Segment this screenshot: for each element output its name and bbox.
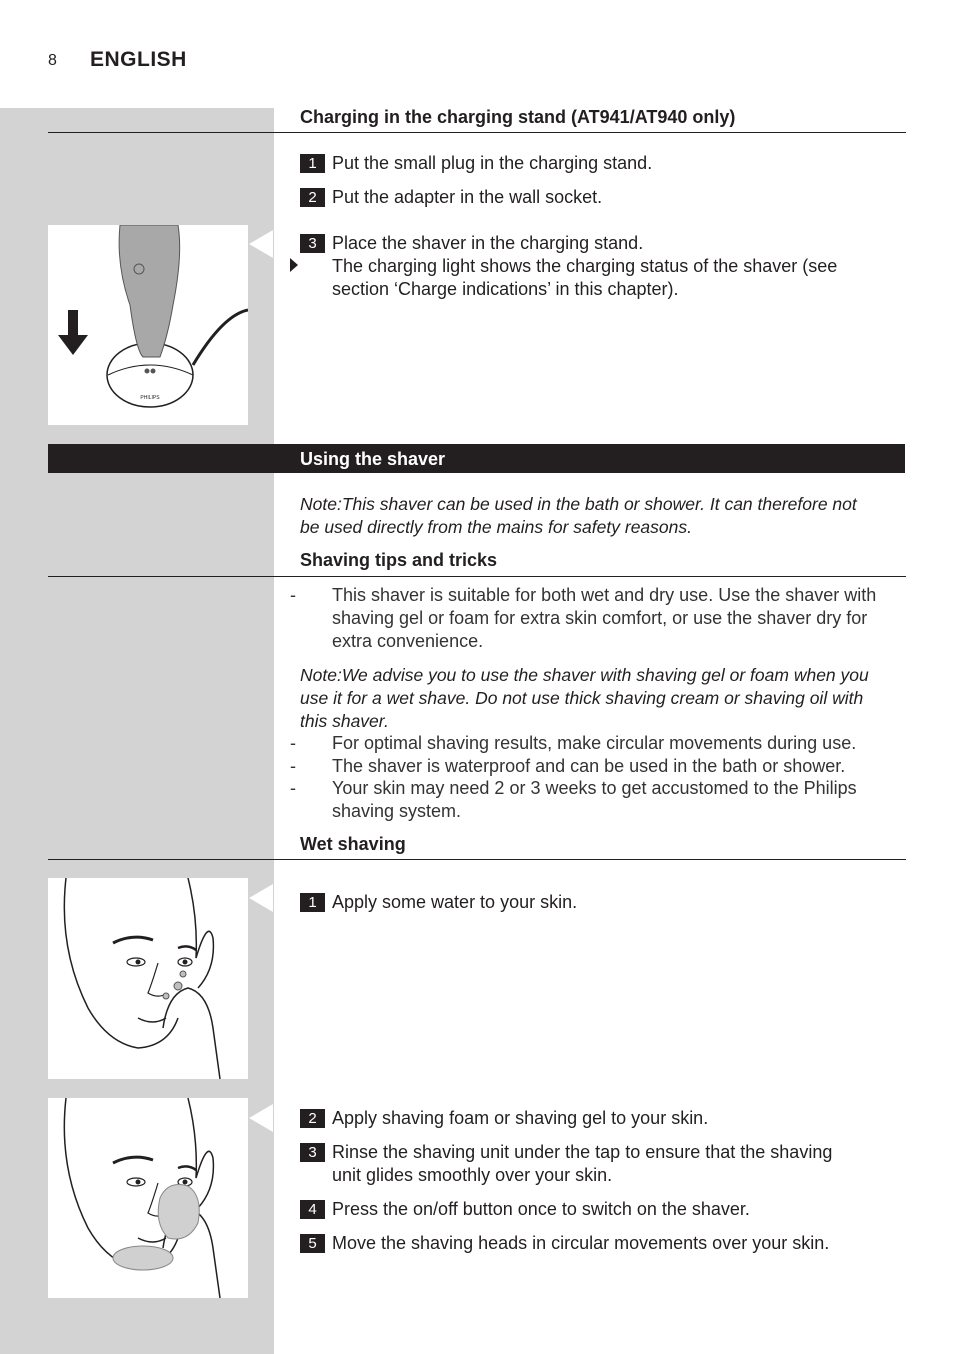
apply-foam-illustration: [48, 1098, 248, 1298]
step-text: Rinse the shaving unit under the tap to ensure that the shaving unit glides smoothly over your skin.: [332, 1142, 833, 1185]
figure-pointer: [249, 1104, 273, 1132]
wet-step-2: [300, 1107, 860, 1130]
tips-list-item: [290, 755, 880, 778]
using-note: Note:This shaver can be used in the bath or shower. It can therefore not be used directly from the mains for safety reasons.: [300, 494, 857, 537]
list-item-text: The shaver is waterproof and can be used in the bath or shower.: [332, 756, 846, 776]
list-dash: -: [290, 733, 296, 753]
charging-step-2: [300, 186, 860, 209]
step-text: Apply some water to your skin.: [332, 892, 578, 912]
step-number: 2: [300, 1109, 325, 1128]
wet-step-4: [300, 1198, 860, 1221]
section-rule: [48, 576, 906, 577]
wet-section-title: Wet shaving: [300, 834, 406, 854]
charging-step-1: [300, 152, 860, 175]
charging-section-title: Charging in the charging stand (AT941/AT940 only): [300, 107, 736, 127]
list-item-text: Your skin may need 2 or 3 weeks to get accustomed to the Philips shaving system.: [332, 778, 857, 821]
step-number: 1: [300, 154, 325, 173]
list-dash: -: [290, 756, 296, 776]
section-bar: [48, 444, 905, 473]
list-dash: -: [290, 585, 296, 605]
step-number: 3: [300, 1143, 325, 1162]
step-number: 5: [300, 1234, 325, 1253]
step-text: Apply shaving foam or shaving gel to your skin.: [332, 1108, 709, 1128]
tips-note: Note:We advise you to use the shaver with shaving gel or foam when you use it for a wet shave. Do not use thick shaving cream or shaving oil with this shaver.: [300, 665, 869, 731]
list-item-text: This shaver is suitable for both wet and dry use. Use the shaver with shaving gel or foam for extra skin comfort, or use the shaver dry for extra convenience.: [332, 585, 877, 651]
apply-water-illustration: [48, 878, 248, 1079]
figure-pointer: [249, 884, 273, 912]
step-text: Place the shaver in the charging stand.: [332, 233, 644, 253]
wet-step-1: [300, 891, 860, 914]
step-number: 4: [300, 1200, 325, 1219]
page-number: 8: [48, 52, 57, 69]
charging-stand-illustration: [48, 225, 248, 425]
list-dash: -: [290, 778, 296, 798]
section-rule: [48, 132, 906, 133]
using-section-title: Using the shaver: [300, 449, 446, 469]
step-number: 3: [300, 234, 325, 253]
list-item-text: For optimal shaving results, make circular movements during use.: [332, 733, 857, 753]
step-number: 2: [300, 188, 325, 207]
tips-list-item: [290, 584, 880, 653]
result-bullet-icon: [289, 258, 299, 272]
step-text: Press the on/off button once to switch on the shaver.: [332, 1199, 750, 1219]
section-rule: [48, 859, 906, 860]
figure-pointer: [249, 230, 273, 258]
step-text: Move the shaving heads in circular movements over your skin.: [332, 1233, 830, 1253]
step-number: 1: [300, 893, 325, 912]
tips-list-item: [290, 777, 880, 823]
figure-brand: PHILIPS: [140, 395, 160, 401]
charging-result-text: The charging light shows the charging status of the shaver (see section ‘Charge indications’ in this chapter).: [332, 256, 838, 299]
step-text: Put the adapter in the wall socket.: [332, 187, 603, 207]
tips-section-title: Shaving tips and tricks: [300, 550, 498, 570]
wet-step-5: [300, 1232, 860, 1255]
step-text: Put the small plug in the charging stand.: [332, 153, 653, 173]
wet-step-3: [300, 1141, 860, 1187]
language-heading: ENGLISH: [90, 48, 187, 71]
tips-list-item: [290, 732, 880, 755]
charging-step-3: [300, 232, 860, 255]
